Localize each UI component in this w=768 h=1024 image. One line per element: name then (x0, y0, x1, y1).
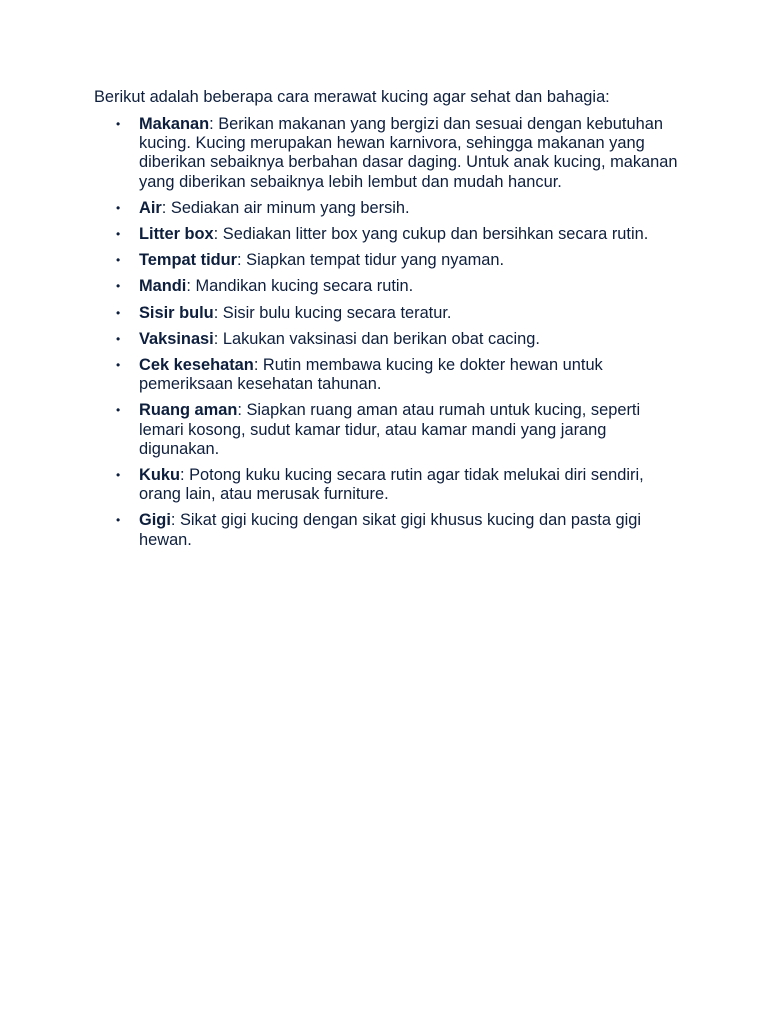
item-term: Tempat tidur (139, 251, 238, 270)
list-item (94, 225, 684, 244)
list-item (94, 511, 684, 549)
bullet-icon: • (116, 279, 121, 294)
item-term: Mandi (139, 277, 187, 296)
list-item (94, 304, 684, 323)
bullet-icon: • (116, 253, 121, 268)
item-text: : Lakukan vaksinasi dan berikan obat cacing. (213, 329, 540, 348)
item-text: : Sikat gigi kucing dengan sikat gigi khusus kucing dan pasta gigi hewan. (139, 511, 642, 549)
item-text: : Mandikan kucing secara rutin. (186, 277, 414, 296)
item-term: Makanan (139, 115, 210, 133)
item-term: Sisir bulu (139, 303, 214, 322)
item-term: Kuku (139, 466, 180, 485)
item-term: Air (139, 198, 162, 217)
item-term: Gigi (139, 511, 171, 530)
bullet-icon: • (116, 513, 121, 528)
item-text: : Berikan makanan yang bergizi dan sesuai dengan kebutuhan kucing. Kucing merupakan hewan karnivora, sehingga makanan yang diberikan sebaiknya berbahan dasar daging. Untuk anak kucing, makanan yang diberikan sebaiknya lebih lembut dan mudah hancur. (139, 115, 678, 191)
bullet-icon: • (116, 331, 121, 346)
list-item (94, 356, 684, 394)
bullet-icon: • (116, 358, 121, 373)
item-term: Ruang aman (139, 401, 238, 420)
list-item (94, 251, 684, 270)
item-text: : Sediakan litter box yang cukup dan bersihkan secara rutin. (213, 225, 649, 244)
list-item (94, 115, 684, 192)
item-term: Vaksinasi (139, 329, 214, 348)
item-text: : Sediakan air minum yang bersih. (161, 198, 410, 217)
bullet-icon: • (116, 200, 121, 215)
bullet-icon: • (116, 227, 121, 242)
care-tips-list (94, 115, 684, 550)
item-text: : Rutin membawa kucing ke dokter hewan untuk pemeriksaan kesehatan tahunan. (139, 356, 603, 394)
list-item (94, 330, 684, 349)
item-term: Cek kesehatan (139, 356, 254, 375)
document-content (94, 88, 684, 557)
list-item (94, 466, 684, 504)
item-text: : Potong kuku kucing secara rutin agar tidak melukai diri sendiri, orang lain, atau merusak furniture. (139, 466, 644, 504)
bullet-icon: • (116, 468, 121, 483)
bullet-icon: • (116, 117, 121, 131)
item-text: : Siapkan tempat tidur yang nyaman. (237, 251, 505, 270)
item-text: : Siapkan ruang aman atau rumah untuk kucing, seperti lemari kosong, sudut kamar tidur, atau kamar mandi yang jarang digunakan. (139, 401, 641, 458)
intro-paragraph: Berikut adalah beberapa cara merawat kucing agar sehat dan bahagia: (94, 88, 610, 106)
list-item (94, 199, 684, 218)
item-text: : Sisir bulu kucing secara teratur. (213, 303, 452, 322)
bullet-icon: • (116, 305, 121, 320)
list-item (94, 401, 684, 459)
item-term: Litter box (139, 225, 214, 244)
list-item (94, 277, 684, 296)
bullet-icon: • (116, 403, 121, 418)
